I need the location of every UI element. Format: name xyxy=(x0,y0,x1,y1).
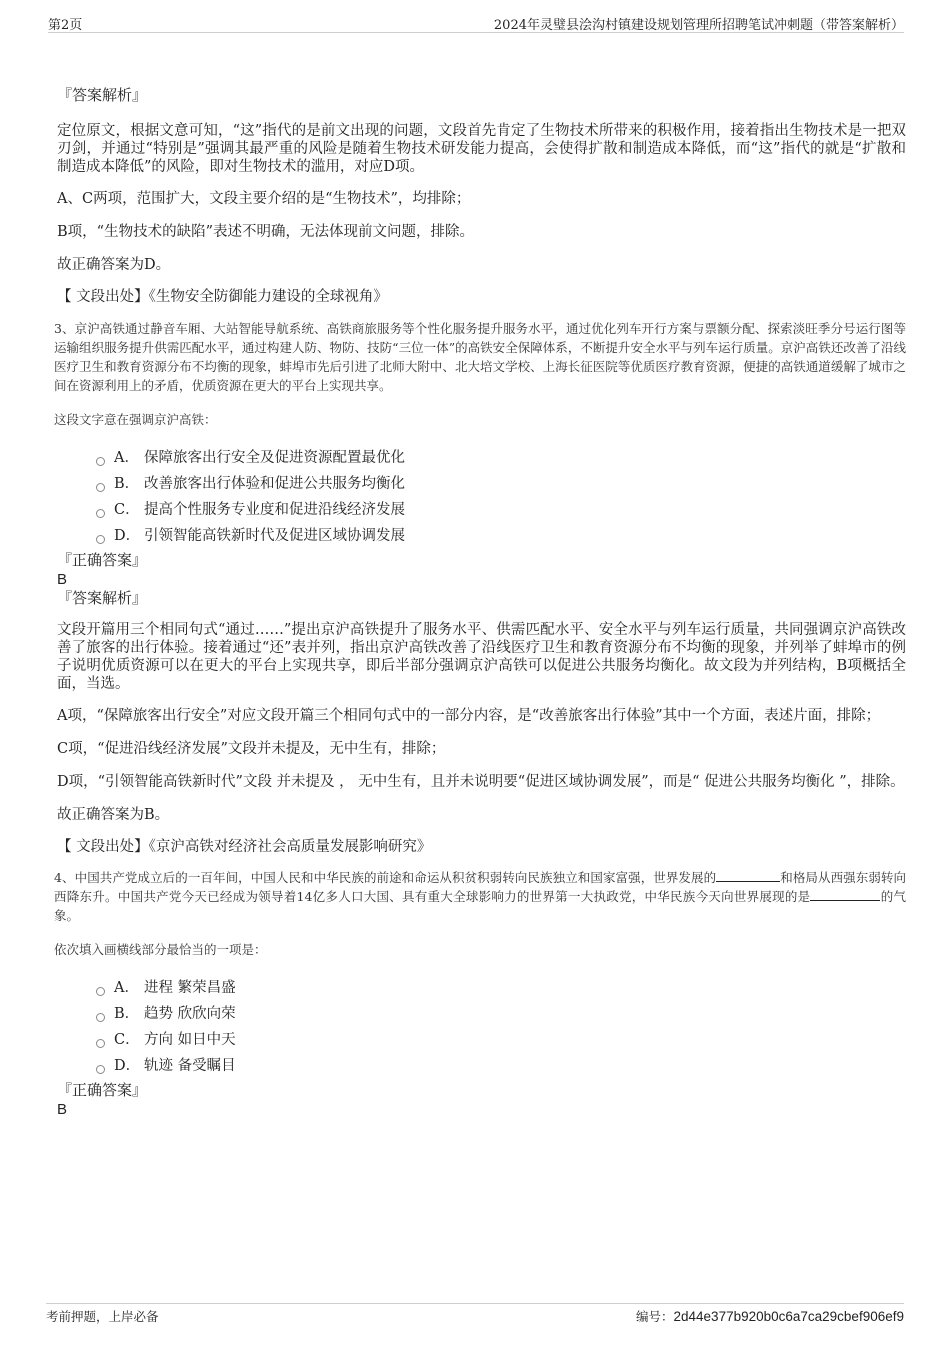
question-3-prompt: 这段文字意在强调京沪高铁： xyxy=(54,412,217,427)
analysis-paragraph: A、C两项，范围扩大，文段主要介绍的是“生物技术”，均排除； xyxy=(57,191,471,207)
page-header xyxy=(48,14,904,33)
analysis-heading: 『答案解析』 xyxy=(57,589,148,607)
radio-icon[interactable] xyxy=(96,1039,105,1048)
fill-blank xyxy=(810,888,880,901)
analysis-paragraph: 文段开篇用三个相同句式“通过……”提出京沪高铁提升了服务水平、供需匹配水平、安全水平与列车运行质量，共同强调京沪高铁改善了旅客的出行体验。接着通过“还”表并列，指出京沪高铁改善了沿线医疗卫生和教育资源分布不均衡的现象，并列举了蚌埠市的例子说明优质资源可以在更大的平台上实现共享，即后半部分强调京沪高铁可以促进公共服务均衡化。故文段为并列结构，B项概括全面，当选。 xyxy=(57,622,906,692)
analysis-paragraph: D项，“引领智能高铁新时代”文段 并未提及 ， 无中生有，且并未说明要“促进区域协调发展”，而是“ 促进公共服务均衡化 ”，排除。 xyxy=(57,774,905,790)
option-a[interactable]: A． 保障旅客出行安全及促进资源配置最优化 xyxy=(96,445,906,471)
option-d[interactable]: D． 引领智能高铁新时代及促进区域协调发展 xyxy=(96,523,906,549)
answer-heading: 『正确答案』 xyxy=(57,551,148,569)
radio-icon[interactable] xyxy=(96,1013,105,1022)
correct-answer: B xyxy=(57,1101,68,1118)
analysis-paragraph: 定位原文，根据文意可知，“这”指代的是前文出现的问题，文段首先肯定了生物技术所带来的积极作用，接着指出生物技术是一把双刃剑，并通过“特别是”强调其最严重的风险是随着生物技术研发能力提高，会使得扩散和制造成本降低，而“这”指代的就是“扩散和制造成本降低”的风险，即对生物技术的滥用，对应D项。 xyxy=(57,123,906,175)
radio-icon[interactable] xyxy=(96,535,105,544)
radio-icon[interactable] xyxy=(96,509,105,518)
source-citation: 【 文段出处】《生物安全防御能力建设的全球视角》 xyxy=(57,289,388,305)
page-footer xyxy=(46,1303,904,1323)
option-c[interactable]: C． 方向 如日中天 xyxy=(96,1027,906,1053)
analysis-conclusion: 故正确答案为B。 xyxy=(57,807,170,823)
question-3-options xyxy=(96,445,906,549)
analysis-paragraph: A项，“保障旅客出行安全”对应文段开篇三个相同句式中的一部分内容，是“改善旅客出行体验”其中一个方面，表述片面，排除； xyxy=(57,708,881,724)
main-content xyxy=(54,86,906,1119)
correct-answer: B xyxy=(57,571,68,588)
question-3-stem: 3、京沪高铁通过静音车厢、大站智能导航系统、高铁商旅服务等个性化服务提升服务水平，通过优化列车开行方案与票额分配、探索淡旺季分号运行图等运输组织服务提升供需匹配水平，通过构建人防、物防、技防“三位一体”的高铁安全保障体系，不断提升安全水平与列车运行质量。京沪高铁还改善了沿线医疗卫生和教育资源分布不均衡的现象，蚌埠市先后引进了北师大附中、北大培文学校、上海长征医院等优质医疗教育资源，便捷的高铁通道缓解了城市之间在资源利用上的矛盾，优质资源在更大的平台上实现共享。 xyxy=(54,321,906,393)
answer-heading: 『正确答案』 xyxy=(57,1081,148,1099)
radio-icon[interactable] xyxy=(96,987,105,996)
option-b[interactable]: B． 趋势 欣欣向荣 xyxy=(96,1001,906,1027)
footer-slogan: 考前押题，上岸必备 xyxy=(46,1309,159,1324)
document-title: 2024年灵璧县浍沟村镇建设规划管理所招聘笔试冲刺题（带答案解析） xyxy=(493,18,904,33)
radio-icon[interactable] xyxy=(96,457,105,466)
question-4-options xyxy=(96,975,906,1079)
option-b[interactable]: B． 改善旅客出行体验和促进公共服务均衡化 xyxy=(96,471,906,497)
option-d[interactable]: D． 轨迹 备受瞩目 xyxy=(96,1053,906,1079)
analysis-heading: 『答案解析』 xyxy=(57,86,148,104)
option-a[interactable]: A． 进程 繁荣昌盛 xyxy=(96,975,906,1001)
fill-blank xyxy=(716,869,780,882)
analysis-paragraph: B项，“生物技术的缺陷”表述不明确，无法体现前文问题，排除。 xyxy=(57,224,474,240)
radio-icon[interactable] xyxy=(96,1065,105,1074)
document-code: 编号：2d44e377b920b0c6a7ca29cbef906ef9 xyxy=(636,1309,904,1324)
question-4-stem: 4、中国共产党成立后的一百年间，中国人民和中华民族的前途和命运从积贫积弱转向民族独立和国家富强，世界发展的 和格局从西强东弱转向西降东升。中国共产党今天已经成为领导着14亿多人口大国、具有重大全球影响力的世界第一大执政党，中华民族今天向世界展现的是 的气象。 xyxy=(54,870,906,923)
analysis-conclusion: 故正确答案为D。 xyxy=(57,257,171,273)
analysis-paragraph: C项，“促进沿线经济发展”文段并未提及，无中生有，排除； xyxy=(57,741,446,757)
radio-icon[interactable] xyxy=(96,483,105,492)
source-citation: 【 文段出处】《京沪高铁对经济社会高质量发展影响研究》 xyxy=(57,839,432,855)
option-c[interactable]: C． 提高个性服务专业度和促进沿线经济发展 xyxy=(96,497,906,523)
question-4-prompt: 依次填入画横线部分最恰当的一项是： xyxy=(54,942,267,957)
page-number: 第2页 xyxy=(48,18,83,33)
